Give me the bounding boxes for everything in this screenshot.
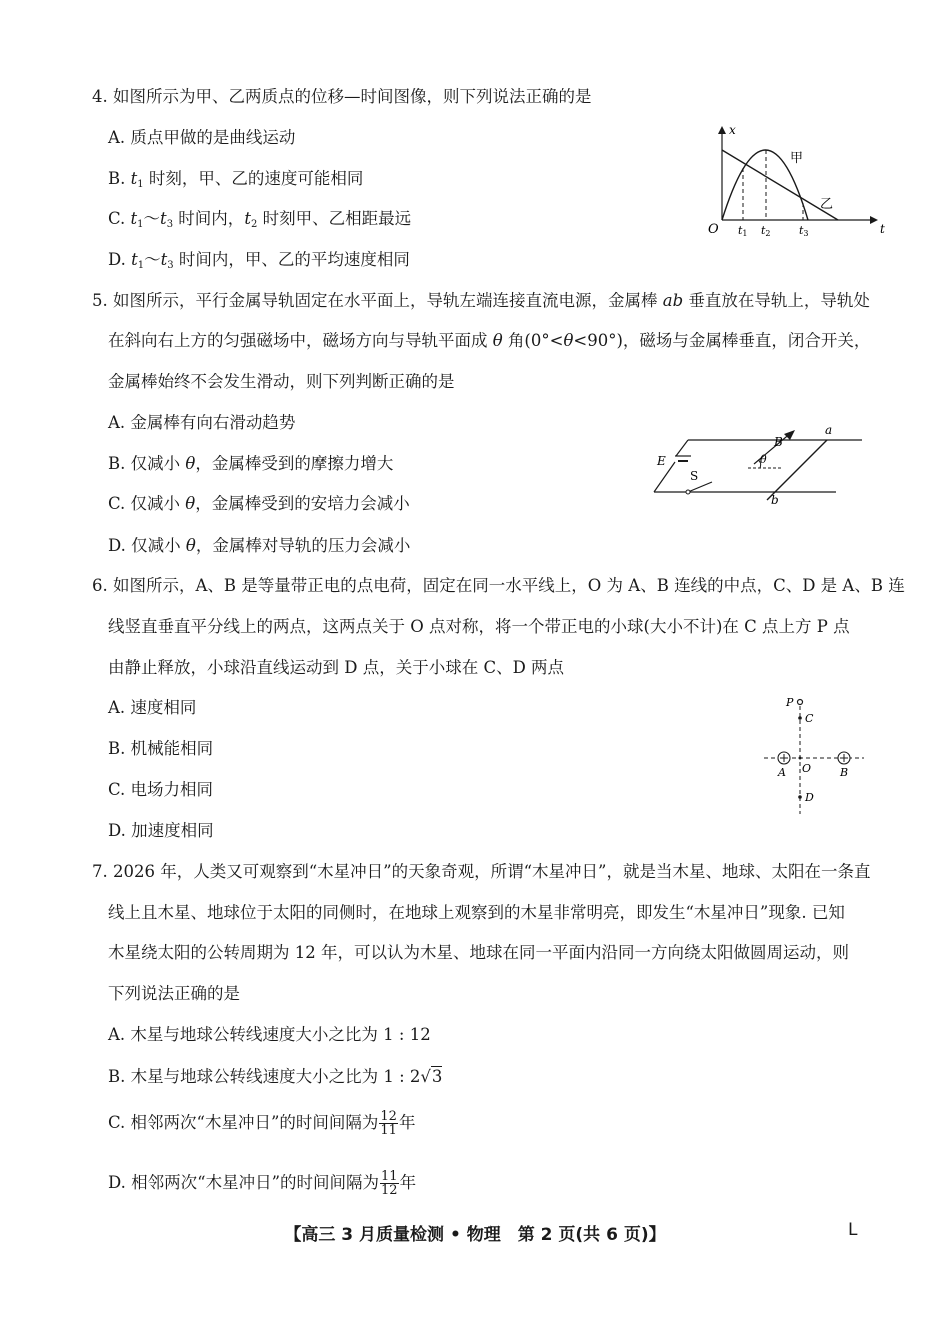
q4-option-b: B. $t_1$ 时刻，甲、乙的速度可能相同 <box>108 169 364 190</box>
point-c <box>798 716 802 720</box>
q7-option-c: C. 相邻两次“木星冲日”的时间间隔为 $\frac{12}{11}$ 年 <box>108 1109 416 1138</box>
q6-option-a: A. 速度相同 <box>108 698 197 717</box>
ball-p <box>798 700 803 705</box>
q6-stem-line3: 由静止释放，小球沿直线运动到 D 点，关于小球在 C、D 两点 <box>108 658 565 677</box>
q6-option-b: B. 机械能相同 <box>108 739 214 758</box>
q5-option-b: B. 仅减小 θ，金属棒受到的摩擦力增大 <box>108 454 394 473</box>
label-d: D <box>805 791 814 804</box>
q7-stem-line2: 线上且木星、地球位于太阳的同侧时，在地球上观察到的木星非常明亮，即发生“木星冲日”现象. 已知 <box>108 903 845 922</box>
label-p: P <box>786 696 794 709</box>
label-e: E <box>657 454 666 468</box>
t3-label: t3 <box>799 224 809 238</box>
q5-option-d: D. 仅减小 θ，金属棒对导轨的压力会减小 <box>108 536 411 555</box>
label-o: O <box>802 762 812 775</box>
charge-a-icon <box>778 752 790 764</box>
origin-label: O <box>708 222 719 237</box>
label-a: A <box>778 766 786 779</box>
label-b-field: B <box>774 435 783 449</box>
q7-stem-line3: 木星绕太阳的公转周期为 12 年，可以认为木星、地球在同一平面内沿同一方向绕太阳做圆周运动，则 <box>108 943 849 962</box>
q6-option-d: D. 加速度相同 <box>108 821 214 840</box>
label-s: S <box>690 469 699 483</box>
t1-label: t1 <box>738 224 748 238</box>
q4-stem: 4. 如图所示为甲、乙两质点的位移—时间图像，则下列说法正确的是 <box>92 87 592 106</box>
q5-stem-line3: 金属棒始终不会发生滑动，则下列判断正确的是 <box>108 372 455 391</box>
yi-label: 乙 <box>820 197 834 212</box>
t-axis-arrow-icon <box>870 216 878 224</box>
q5-option-c: C. 仅减小 θ，金属棒受到的安培力会减小 <box>108 494 410 513</box>
page-footer: 【高三 3 月质量检测 • 物理 第 2 页(共 6 页)】 <box>284 1225 666 1245</box>
q6-option-c: C. 电场力相同 <box>108 780 214 799</box>
label-theta: θ <box>760 453 767 466</box>
q4-option-a: A. 质点甲做的是曲线运动 <box>108 128 296 147</box>
wire-top <box>676 440 688 456</box>
label-c: C <box>805 712 814 725</box>
q5-stem-line2: 在斜向右上方的匀强磁场中，磁场方向与导轨平面成 θ 角(0°<θ<90°)，磁场与金属棒垂直，闭合开关， <box>108 331 871 350</box>
x-axis-label: x <box>729 123 736 137</box>
t-axis-label: t <box>880 222 885 236</box>
q5-stem-line1: 5. 如图所示，平行金属导轨固定在水平面上，导轨左端连接直流电源，金属棒 ab 垂直放在导轨上，导轨处 <box>92 291 870 310</box>
q6-stem-line1: 6. 如图所示，A、B 是等量带正电的点电荷，固定在同一水平线上，O 为 A、B 连线的中点，C、D 是 A、B 连 <box>92 576 905 595</box>
q5-rail-diagram <box>650 423 870 512</box>
metal-rod-ab <box>767 440 827 500</box>
fraction: $\frac{11}{12}$ <box>381 1169 398 1198</box>
fraction: $\frac{12}{11}$ <box>380 1109 397 1138</box>
q7-option-a: A. 木星与地球公转线速度大小之比为 1 : 12 <box>108 1025 431 1044</box>
point-d <box>798 795 802 799</box>
q7-stem-line4: 下列说法正确的是 <box>108 984 240 1003</box>
paper-version-code: L <box>848 1220 858 1240</box>
x-axis-arrow-icon <box>718 126 726 134</box>
q7-option-b: B. 木星与地球公转线速度大小之比为 1 : 2√3 <box>108 1067 443 1086</box>
q5-option-a: A. 金属棒有向右滑动趋势 <box>108 413 296 432</box>
t2-label: t2 <box>761 224 771 238</box>
switch-pivot <box>686 490 690 494</box>
label-b: b <box>771 493 779 507</box>
q4-option-c: C. $t_1\sim t_3$ 时间内，$t_2$ 时刻甲、乙相距最远 <box>108 209 412 230</box>
q6-charge-diagram <box>760 692 870 820</box>
label-a: a <box>825 423 833 437</box>
point-o <box>799 757 802 760</box>
jia-label: 甲 <box>790 151 804 166</box>
b-field-arrowhead-icon <box>784 430 795 440</box>
q4-xt-graph <box>700 120 900 245</box>
switch-blade <box>688 482 712 492</box>
q6-stem-line2: 线竖直垂直平分线上的两点，这两点关于 O 点对称，将一个带正电的小球(大小不计)在 C 点上方 P 点 <box>108 617 850 636</box>
label-b: B <box>840 766 849 779</box>
q4-option-d: D. $t_1\sim t_3$ 时间内，甲、乙的平均速度相同 <box>108 250 410 271</box>
q7-stem-line1: 7. 2026 年，人类又可观察到“木星冲日”的天象奇观，所谓“木星冲日”，就是当木星、地球、太阳在一条直 <box>92 862 871 881</box>
charge-b-icon <box>838 752 850 764</box>
q7-option-d: D. 相邻两次“木星冲日”的时间间隔为 $\frac{11}{12}$ 年 <box>108 1169 417 1198</box>
